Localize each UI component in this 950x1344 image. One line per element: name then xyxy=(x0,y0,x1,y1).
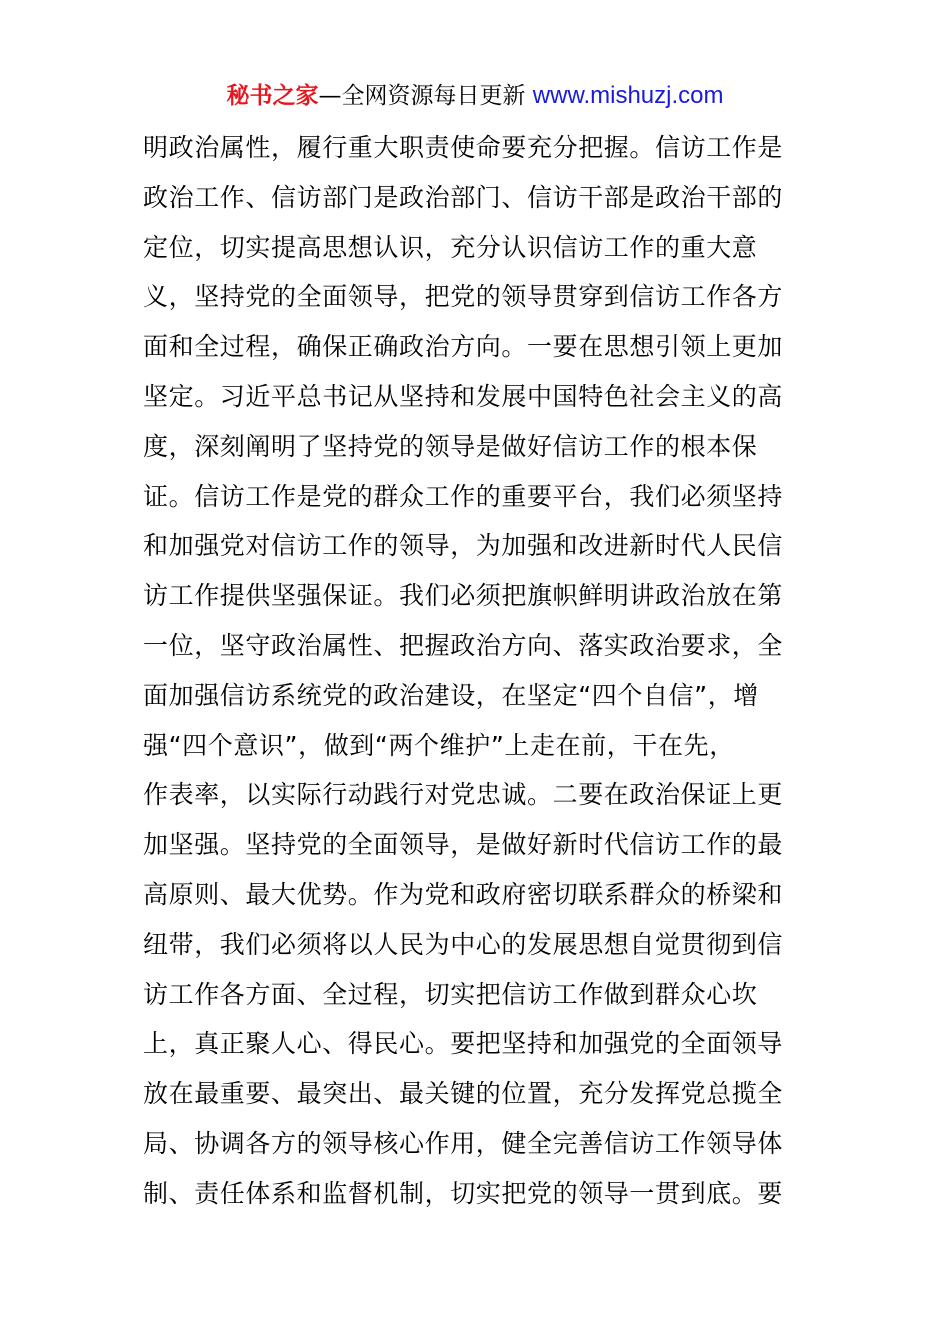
body-line: 上，真正聚人心、得民心。要把坚持和加强党的全面领导 xyxy=(143,1029,784,1059)
body-line: 访工作各方面、全过程，切实把信访工作做到群众心坎 xyxy=(143,979,758,1009)
body-line: 纽带，我们必须将以人民为中心的发展思想自觉贯彻到信 xyxy=(143,929,784,959)
site-brand: 秘书之家 xyxy=(226,83,319,109)
document-body xyxy=(143,123,813,1219)
body-line: 加坚强。坚持党的全面领导，是做好新时代信访工作的最 xyxy=(143,830,784,860)
body-line: 放在最重要、最突出、最关键的位置，充分发挥党总揽全 xyxy=(143,1079,784,1109)
page-header xyxy=(0,80,950,112)
body-line: 作表率，以实际行动践行对党忠诚。二要在政治保证上更 xyxy=(143,780,784,810)
body-line: 局、协调各方的领导核心作用，健全完善信访工作领导体 xyxy=(143,1128,784,1158)
body-line: 度，深刻阐明了坚持党的领导是做好信访工作的根本保 xyxy=(143,431,758,461)
body-line: 义，坚持党的全面领导，把党的领导贯穿到信访工作各方 xyxy=(143,282,784,312)
body-line: 证。信访工作是党的群众工作的重要平台，我们必须坚持 xyxy=(143,481,784,511)
body-line: 面和全过程，确保正确政治方向。一要在思想引领上更加 xyxy=(143,332,784,362)
body-line: 高原则、最大优势。作为党和政府密切联系群众的桥梁和 xyxy=(143,879,784,909)
body-line: 政治工作、信访部门是政治部门、信访干部是政治干部的 xyxy=(143,182,784,212)
body-line: 一位，坚守政治属性、把握政治方向、落实政治要求，全 xyxy=(143,630,784,660)
site-tagline: —全网资源每日更新 xyxy=(318,83,526,109)
body-line: 访工作提供坚强保证。我们必须把旗帜鲜明讲政治放在第 xyxy=(143,581,784,611)
body-line: 和加强党对信访工作的领导，为加强和改进新时代人民信 xyxy=(143,531,784,561)
body-line: 制、责任体系和监督机制，切实把党的领导一贯到底。要 xyxy=(143,1178,784,1208)
body-line: 明政治属性，履行重大职责使命要充分把握。信访工作是 xyxy=(143,133,784,162)
body-line: 定位，切实提高思想认识，充分认识信访工作的重大意 xyxy=(143,232,758,262)
site-url-link[interactable]: www.mishuzj.com xyxy=(532,82,724,109)
body-line: 强“四个意识”，做到“两个维护”上走在前，干在先， xyxy=(143,730,735,760)
body-line: 面加强信访系统党的政治建设，在坚定“四个自信”，增 xyxy=(143,680,759,710)
body-line: 坚定。习近平总书记从坚持和发展中国特色社会主义的高 xyxy=(143,381,784,411)
